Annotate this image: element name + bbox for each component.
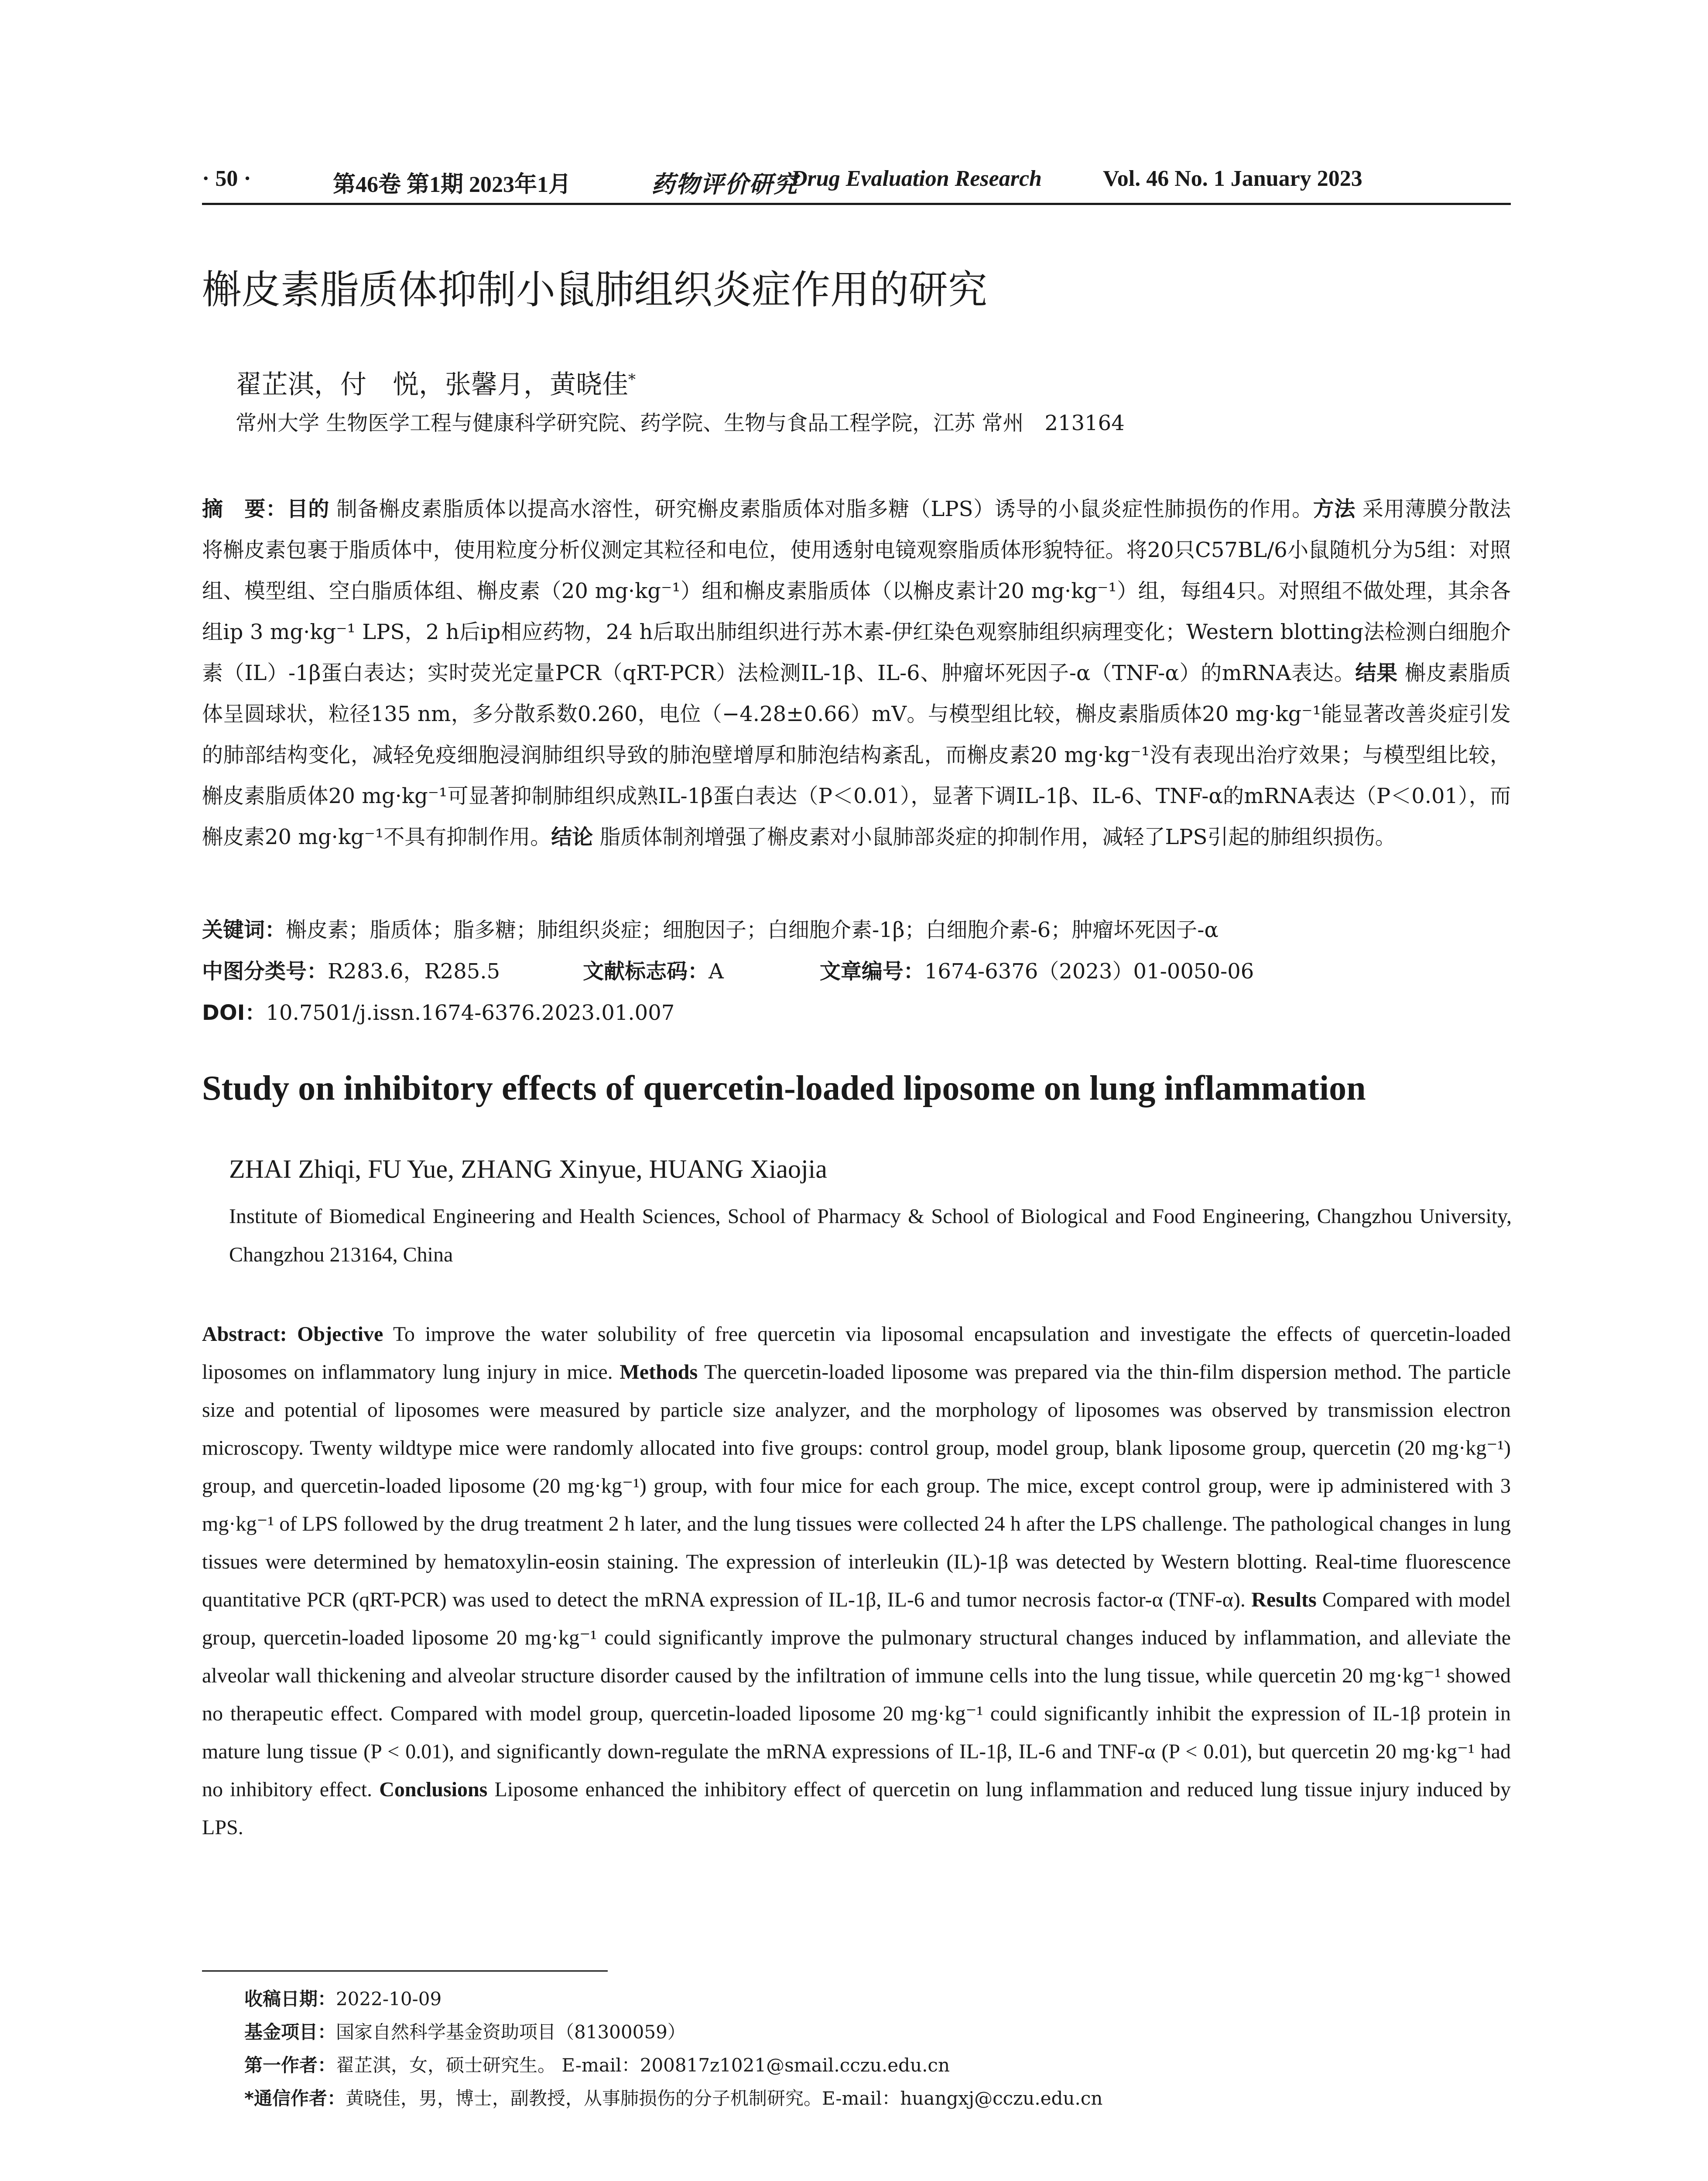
clc-number: R283.6，R285.5	[328, 959, 500, 984]
conclusions-label-en: Conclusions	[379, 1778, 488, 1801]
issue-info-cn: 第46卷 第1期 2023年1月	[333, 172, 572, 197]
fund-label: 基金项目：	[244, 2021, 336, 2043]
doi-label: DOI：	[202, 1001, 266, 1025]
methods-text-cn: 采用薄膜分散法将槲皮素包裹于脂质体中，使用粒度分析仪测定其粒径和电位，使用透射电镜观察脂质体形貌特征。将20只C57BL/6小鼠随机分为5组：对照组、模型组、空白脂质体组、槲皮素（20 mg·kg⁻¹）组和槲皮素脂质体（以槲皮素计20 mg·kg⁻¹）组，每组4只。对照组不做处理，其余各组ip 3 mg·kg⁻¹ LPS，2 h后ip相应药物，24 h后取出肺组织进行苏木素-伊红染色观察肺组织病理变化；Western blotting法检测白细胞介素（IL）-1β蛋白表达；实时荧光定量PCR（qRT-PCR）法检测IL-1β、IL-6、肿瘤坏死因子-α（TNF-α）的mRNA表达。	[202, 497, 1511, 685]
objective-text-cn: 制备槲皮素脂质体以提高水溶性，研究槲皮素脂质体对脂多糖（LPS）诱导的小鼠炎症性肺损伤的作用。	[329, 497, 1313, 521]
objective-text-en: To improve the water solubility of free quercetin via liposomal encapsulation and investigate the effects of quercetin-loaded liposomes on inflammatory lung injury in mice.	[202, 1323, 1511, 1384]
author-list-cn: 翟芷淇，付 悦，张馨月，黄晓佳	[236, 369, 628, 400]
affiliation-en: Institute of Biomedical Engineering and Health Sciences, School of Pharmacy & School of Biological and Food Engineering, Changzhou University, Changzhou 213164, China	[229, 1205, 1512, 1266]
running-header	[202, 166, 1511, 201]
abstract-label-cn: 摘 要：	[202, 497, 287, 521]
journal-name-en: Drug Evaluation Research	[791, 166, 1042, 191]
methods-text-en: The quercetin-loaded liposome was prepared via the thin-film dispersion method. The particle size and potential of liposomes were measured by particle size analyzer, and the morphology of liposomes was observed by transmission electron microscopy. Twenty wildtype mice were randomly allocated into five groups: control group, model group, blank liposome group, quercetin (20 mg·kg⁻¹) group, and quercetin-loaded liposome (20 mg·kg⁻¹) group, with four mice for each group. The mice, except control group, were ip administered with 3 mg·kg⁻¹ of LPS followed by the drug treatment 2 h later, and the lung tissues were collected 24 h after the LPS challenge. The pathological changes in lung tissues were determined by hematoxylin-eosin staining. The expression of interleukin (IL)-1β was detected by Western blotting. Real-time fluorescence quantitative PCR (qRT-PCR) was used to detect the mRNA expression of IL-1β, IL-6 and tumor necrosis factor-α (TNF-α).	[202, 1361, 1511, 1611]
results-label-cn: 结果	[1355, 661, 1398, 685]
abstract-cn	[202, 489, 1511, 858]
doi-line	[202, 992, 1511, 1033]
affiliation-cn: 常州大学 生物医学工程与健康科学研究院、药学院、生物与食品工程学院，江苏 常州 213164	[236, 411, 1125, 435]
received-date: 2022-10-09	[336, 1988, 442, 2010]
footnotes	[244, 1983, 1509, 2115]
abstract-en	[202, 1315, 1511, 1846]
first-author-label: 第一作者：	[244, 2055, 336, 2076]
fund-line	[244, 2016, 1509, 2049]
article-number: 1674-6376（2023）01-0050-06	[924, 959, 1254, 984]
document-code: A	[709, 959, 724, 984]
document-code-label: 文献标志码：	[583, 959, 709, 984]
objective-label-en: Objective	[297, 1323, 383, 1346]
journal-name-cn: 药物评价研究	[651, 170, 798, 198]
objective-label-cn: 目的	[287, 497, 329, 521]
page-number: · 50 ·	[202, 166, 251, 191]
issue-info-en: Vol. 46 No. 1 January 2023	[1103, 166, 1362, 191]
results-text-en: Compared with model group, quercetin-loaded liposome 20 mg·kg⁻¹ could significantly improve the pulmonary structural changes induced by inflammation, and alleviate the alveolar wall thickening and alveolar structure disorder caused by the infiltration of immune cells into the lung tissue, while quercetin 20 mg·kg⁻¹ showed no therapeutic effect. Compared with model group, quercetin-loaded liposome 20 mg·kg⁻¹ could significantly inhibit the expression of IL-1β protein in mature lung tissue (P < 0.01), and significantly down-regulate the mRNA expressions of IL-1β, IL-6 and TNF-α (P < 0.01), but quercetin 20 mg·kg⁻¹ had no inhibitory effect.	[202, 1588, 1511, 1801]
article-number-label: 文章编号：	[819, 959, 924, 984]
received-date-line	[244, 1983, 1509, 2016]
doi-value: 10.7501/j.issn.1674-6376.2023.01.007	[266, 1001, 675, 1025]
results-text-cn: 槲皮素脂质体呈圆球状，粒径135 nm，多分散系数0.260，电位（−4.28±0.66）mV。与模型组比较，槲皮素脂质体20 mg·kg⁻¹能显著改善炎症引发的肺部结构变化，减轻免疫细胞浸润肺组织导致的肺泡壁增厚和肺泡结构紊乱，而槲皮素20 mg·kg⁻¹没有表现出治疗效果；与模型组比较，槲皮素脂质体20 mg·kg⁻¹可显著抑制肺组织成熟IL-1β蛋白表达（P＜0.01），显著下调IL-1β、IL-6、TNF-α的mRNA表达（P＜0.01），而槲皮素20 mg·kg⁻¹不具有抑制作用。	[202, 661, 1511, 849]
methods-label-en: Methods	[620, 1361, 698, 1384]
conclusions-text-cn: 脂质体制剂增强了槲皮素对小鼠肺部炎症的抑制作用，减轻了LPS引起的肺组织损伤。	[593, 825, 1396, 849]
footnote-rule	[202, 1970, 608, 1972]
corresponding-text: 黄晓佳，男，博士，副教授，从事肺损伤的分子机制研究。E-mail：huangxj@cczu.edu.cn	[345, 2088, 1103, 2109]
clc-label: 中图分类号：	[202, 959, 328, 984]
received-label: 收稿日期：	[244, 1988, 336, 2010]
corresponding-author-line	[244, 2082, 1509, 2115]
header-rule	[202, 203, 1511, 205]
corresponding-mark: *	[628, 371, 636, 388]
results-label-en: Results	[1251, 1588, 1317, 1611]
first-author-text: 翟芷淇，女，硕士研究生。 E-mail：200817z1021@smail.cczu.edu.cn	[336, 2055, 950, 2076]
article-title-en: Study on inhibitory effects of quercetin-loaded liposome on lung inflammation	[202, 1069, 1366, 1108]
conclusions-label-cn: 结论	[551, 825, 593, 849]
abstract-label-en: Abstract:	[202, 1323, 287, 1346]
conclusions-text-en: Liposome enhanced the inhibitory effect of quercetin on lung inflammation and reduced lung tissue injury induced by LPS.	[202, 1778, 1511, 1839]
authors-en: ZHAI Zhiqi, FU Yue, ZHANG Xinyue, HUANG Xiaojia	[229, 1155, 827, 1183]
keywords-line	[202, 909, 1511, 950]
corresponding-label: *通信作者：	[244, 2088, 346, 2109]
fund-text: 国家自然科学基金资助项目（81300059）	[336, 2021, 686, 2043]
first-author-line	[244, 2049, 1509, 2082]
keywords: 槲皮素；脂质体；脂多糖；肺组织炎症；细胞因子；白细胞介素-1β；白细胞介素-6；肿瘤坏死因子-α	[286, 918, 1219, 942]
authors-cn	[236, 362, 1501, 402]
article-title-cn: 槲皮素脂质体抑制小鼠肺组织炎症作用的研究	[202, 267, 987, 313]
methods-label-cn: 方法	[1313, 497, 1356, 521]
keywords-label: 关键词：	[202, 918, 286, 942]
classification-line	[202, 951, 1511, 992]
